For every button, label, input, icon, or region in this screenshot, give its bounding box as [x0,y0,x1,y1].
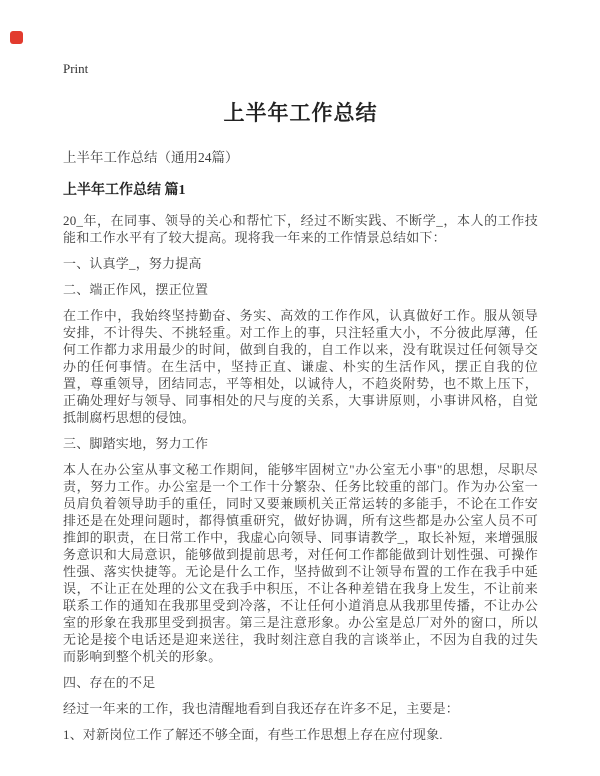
document-content [63,97,538,752]
section-heading: 上半年工作总结 篇1 [63,183,186,198]
paragraph-section-3: 本人在办公室从事文秘工作期间，能够牢固树立"办公室无小事"的思想，尽职尽责，努力工作。办公室是一个工作十分繁杂、任务比较重的部门。作为办公室一员肩负着领导助手的重任，同时又要兼顾机关正常运转的多能手，不论在工作安排还是在处理问题时，都得慎重研究，做好协调，所有这些都是办公室人员不可推卸的职责，在日常工作中，我虚心向领导、同事请教学_，取长补短，来增强服务意识和大局意识，能够做到提前思考，对任何工作都能做到计划性强、可操作性强、落实快捷等。无论是什么工作，坚持做到不让领导布置的工作在我手中延误，不让正在处理的公文在我手中积压，不让各种差错在我身上发生，不让前来联系工作的通知在我那里受到冷落，不让任何小道消息从我那里传播，不让办公室的形象在我那里受到损害。第三是注意形象。办公室是总厂对外的窗口，所以无论是接个电话还是迎来送往，我时刻注意自我的言谈举止，不因为自我的过失而影响到整个机关的形象。 [63,462,538,664]
page-title: 上半年工作总结 [223,101,378,125]
paragraph-section-2: 在工作中，我始终坚持勤奋、务实、高效的工作作风，认真做好工作。服从领导安排，不计得失、不挑轻重。对工作上的事，只注轻重大小，不分彼此厚薄，任何工作都力求用最少的时间，做到自我的，自工作以来，没有耽误过任何领导交办的任何事情。在生活中，坚持正直、谦虚、朴实的生活作风，摆正自我的位置，尊重领导，团结同志，平等相处，以诚待人，不趋炎附势，也不欺上压下，正确处理好与领导、同事相处的尺与度的关系，大事讲原则，小事讲风格，自觉抵制腐朽思想的侵蚀。 [63,308,538,425]
paragraph-shortcomings-intro: 经过一年来的工作，我也清醒地看到自我还存在许多不足，主要是： [63,701,460,716]
document-subtitle: 上半年工作总结（通用24篇） [63,150,239,165]
subheading-4: 四、存在的不足 [63,675,156,690]
subheading-1: 一、认真学_，努力提高 [63,256,202,271]
subheading-3: 三、脚踏实地，努力工作 [63,436,209,451]
print-link[interactable]: Print [63,61,89,76]
list-item-1: 1、对新岗位工作了解还不够全面，有些工作思想上存在应付现象. [63,727,443,742]
paragraph-opening: 20_年，在同事、领导的关心和帮忙下，经过不断实践、不断学_，本人的工作技能和工作水平有了较大提高。现将我一年来的工作情景总结如下： [63,213,538,245]
subheading-2: 二、端正作风，摆正位置 [63,282,209,297]
red-marker-icon [10,31,23,44]
